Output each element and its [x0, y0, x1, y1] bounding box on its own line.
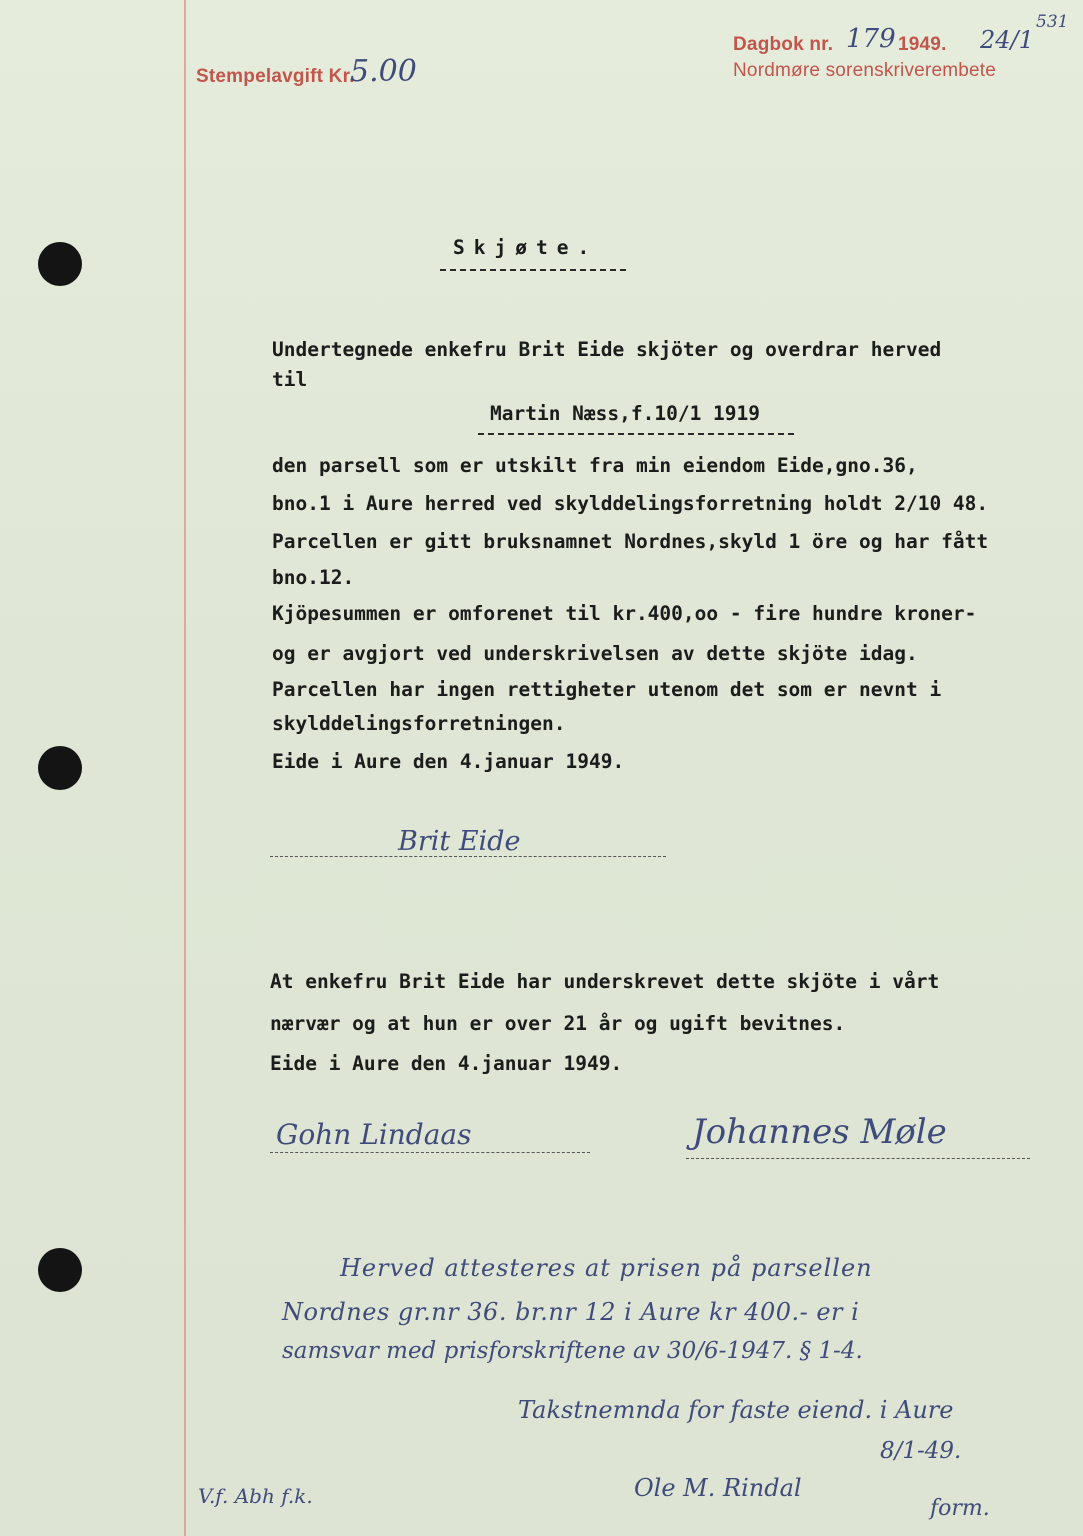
body-line: til: [272, 368, 308, 391]
body-line: Undertegnede enkefru Brit Eide skjöter og overdrar herved: [272, 338, 942, 361]
body-line: og er avgjort ved underskrivelsen av dette skjöte idag.: [272, 642, 918, 665]
title-underline: [440, 269, 626, 271]
stamp-duty-amount: 5.00: [350, 54, 417, 89]
witness-signature-1: Gohn Lindaas: [276, 1118, 472, 1151]
page-number: 531: [1036, 12, 1069, 32]
witness-signature-line-1: [270, 1152, 590, 1153]
seller-signature-line: [270, 856, 666, 857]
date-line: Eide i Aure den 4.januar 1949.: [272, 750, 625, 773]
witness-line: At enkefru Brit Eide har underskrevet dette skjöte i vårt: [270, 970, 940, 993]
punch-hole: [38, 1248, 82, 1292]
price-note-line: Takstnemnda for faste eiend. i Aure: [518, 1396, 954, 1424]
body-line: den parsell som er utskilt fra min eiendom Eide,gno.36,: [272, 454, 918, 477]
body-line: Parcellen har ingen rettigheter utenom det som er nevnt i: [272, 678, 942, 701]
body-line: bno.12.: [272, 566, 355, 589]
seller-signature: Brit Eide: [398, 826, 521, 857]
witness-line: nærvær og at hun er over 21 år og ugift bevitnes.: [270, 1012, 846, 1035]
note-bottom-left: V.f. Abh f.k.: [198, 1484, 313, 1508]
price-note-line: Nordnes gr.nr 36. br.nr 12 i Aure kr 400.- er i: [282, 1298, 860, 1326]
document-title: Skjøte.: [453, 236, 599, 259]
price-note-line: samsvar med prisforskriftene av 30/6-1947. § 1-4.: [282, 1338, 863, 1364]
margin-rule: [184, 0, 186, 1536]
witness-date-line: Eide i Aure den 4.januar 1949.: [270, 1052, 623, 1075]
body-line: Kjöpesummen er omforenet til kr.400,oo - fire hundre kroner-: [272, 602, 977, 625]
price-note-line: Herved attesteres at prisen på parsellen: [340, 1254, 873, 1282]
dagbok-label: Dagbok nr.: [733, 34, 834, 55]
body-line: skylddelingsforretningen.: [272, 712, 566, 735]
body-line: bno.1 i Aure herred ved skylddelingsforretning holdt 2/10 48.: [272, 492, 989, 515]
dagbok-date: 24/1: [980, 26, 1034, 54]
dagbok-year: 1949.: [898, 34, 947, 55]
dagbok-number: 179: [846, 24, 896, 54]
body-line: Parcellen er gitt bruksnamnet Nordnes,skyld 1 öre og har fått: [272, 530, 989, 553]
stamp-duty-label: Stempelavgift Kr.: [196, 66, 355, 87]
witness-signature-line-2: [686, 1158, 1030, 1159]
buyer-name: Martin Næss,f.10/1 1919: [490, 402, 761, 425]
punch-hole: [38, 746, 82, 790]
punch-hole: [38, 242, 82, 286]
buyer-underline: [478, 433, 794, 435]
witness-signature-2: Johannes Møle: [692, 1112, 947, 1152]
price-note-date: 8/1-49.: [880, 1438, 962, 1464]
price-note-signature: Ole M. Rindal: [634, 1474, 802, 1502]
office-stamp: Nordmøre sorenskriverembete: [733, 60, 997, 81]
price-note-signature-title: form.: [930, 1496, 990, 1521]
